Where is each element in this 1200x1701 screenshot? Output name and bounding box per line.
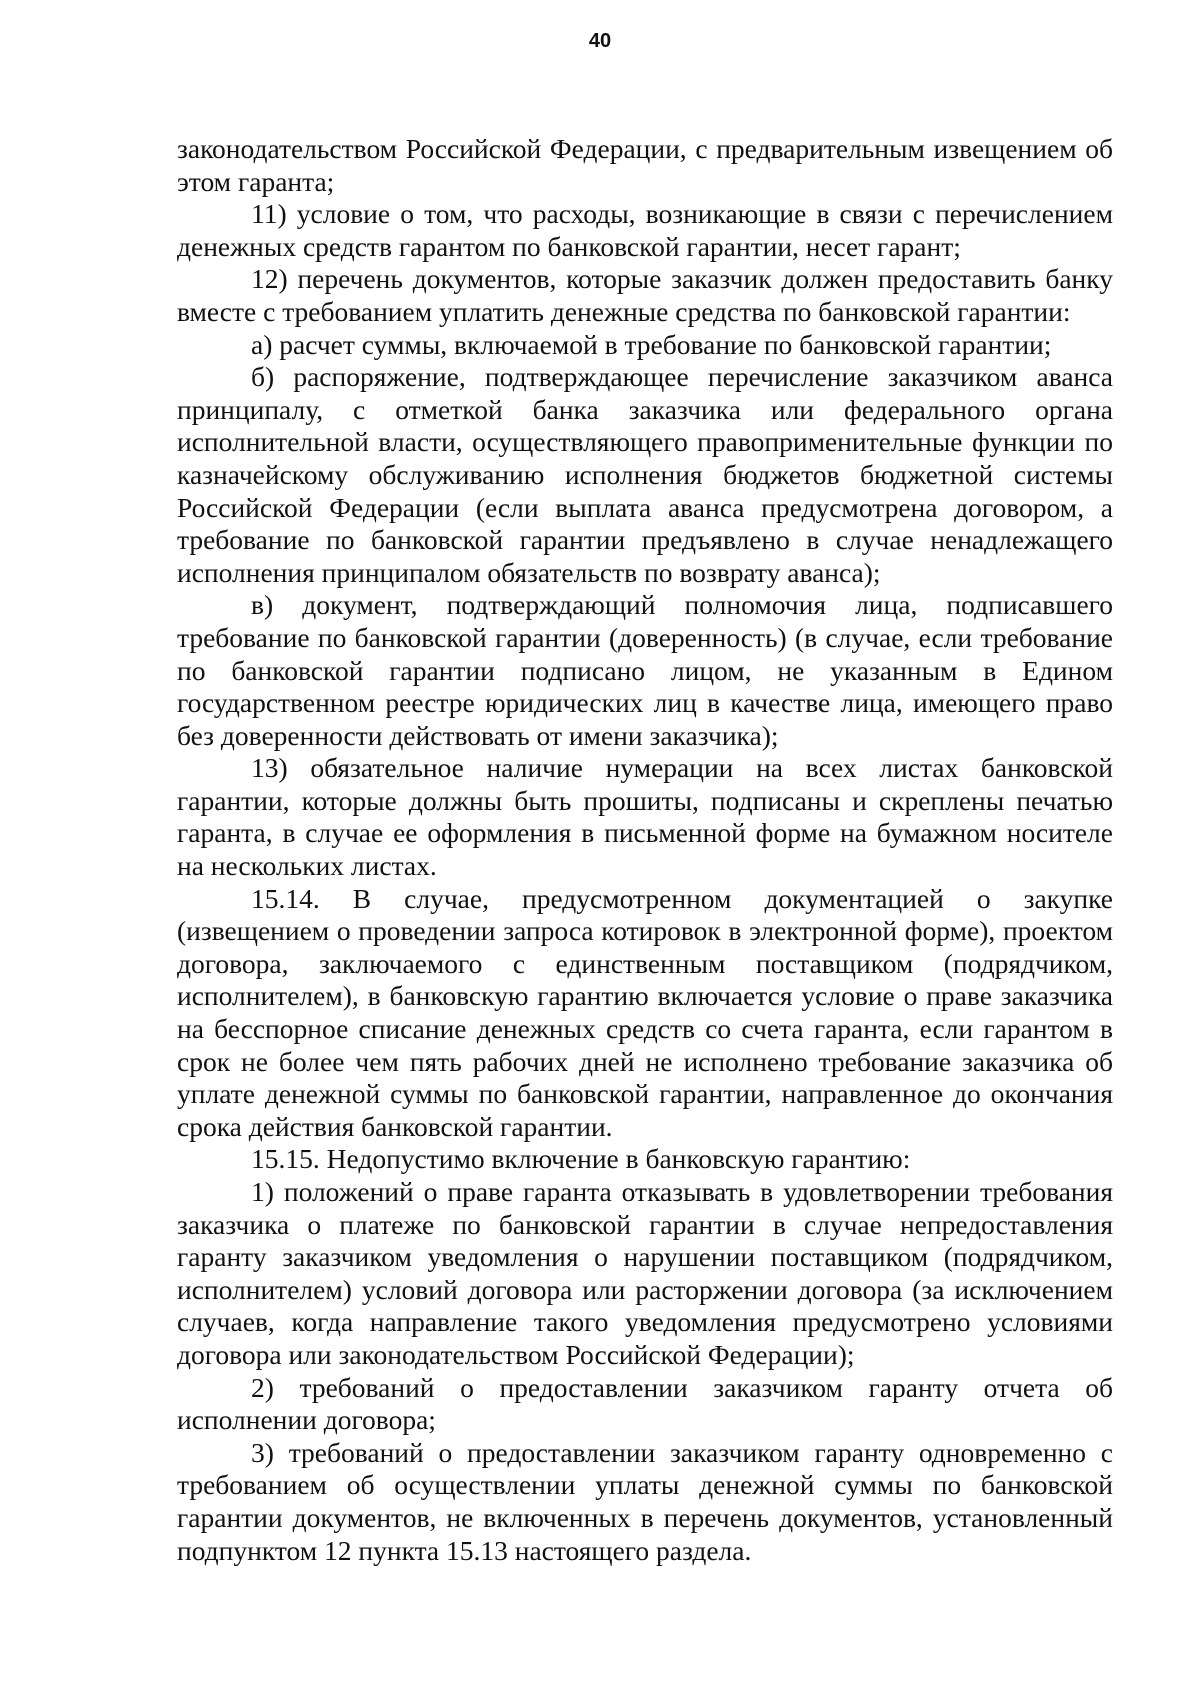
paragraph-item-11: 11) условие о том, что расходы, возникающие в связи с перечислением денежных средств гарантом по банковской гарантии, несет гарант; xyxy=(177,198,1113,262)
document-body xyxy=(177,133,1113,1567)
paragraph-item-13: 13) обязательное наличие нумерации на всех листах банковской гарантии, которые должны быть прошиты, подписаны и скреплены печатью гаранта, в случае ее оформления в письменной форме на бумажном носителе на нескольких листах. xyxy=(177,752,1113,882)
paragraph-item-12: 12) перечень документов, которые заказчик должен предоставить банку вместе с требованием уплатить денежные средства по банковской гарантии: xyxy=(177,263,1113,327)
paragraph-item-2: 2) требований о предоставлении заказчиком гаранту отчета об исполнении договора; xyxy=(177,1371,1113,1436)
page-number: 40 xyxy=(588,30,612,52)
paragraph-item-1: 1) положений о праве гаранта отказывать в удовлетворении требования заказчика о платеже по банковской гарантии в случае непредоставления гаранту заказчиком уведомления о нарушении поставщиком (подрядчиком, исполнителем) условий договора или расторжении договора (за исключением случаев, когда направление такого уведомления предусмотрено условиями договора или законодательством Российской Федерации); xyxy=(177,1176,1113,1370)
paragraph-item-3: 3) требований о предоставлении заказчиком гаранту одновременно с требованием об осуществлении уплаты денежной суммы по банковской гарантии документов, не включенных в перечень документов, установленный подпунктом 12 пункта 15.13 настоящего раздела. xyxy=(177,1436,1113,1566)
paragraph-item-12a: а) расчет суммы, включаемой в требование по банковской гарантии; xyxy=(251,328,1052,360)
paragraph-section-15-14: 15.14. В случае, предусмотренном документацией о закупке (извещением о проведении запроса котировок в электронной форме), проектом договора, заключаемого с единственным поставщиком (подрядчиком, исполнителем), в банковскую гарантию включается условие о праве заказчика на бесспорное списание денежных средств со счета гаранта, если гарантом в срок не более чем пять рабочих дней не исполнено требование заказчика об уплате денежной суммы по банковской гарантии, направленное до окончания срока действия банковской гарантии. xyxy=(177,882,1113,1142)
paragraph-item-12v: в) документ, подтверждающий полномочия лица, подписавшего требование по банковской гарантии (доверенность) (в случае, если требование по банковской гарантии подписано лицом, не указанным в Едином государственном реестре юридических лиц в качестве лица, имеющего право без доверенности действовать от имени заказчика); xyxy=(177,589,1113,751)
paragraph-continuation: законодательством Российской Федерации, с предварительным извещением об этом гаранта; xyxy=(177,133,1113,197)
paragraph-section-15-15: 15.15. Недопустимо включение в банковскую гарантию: xyxy=(251,1143,911,1175)
paragraph-item-12b: б) распоряжение, подтверждающее перечисление заказчиком аванса принципалу, с отметкой банка заказчика или федерального органа исполнительной власти, осуществляющего правоприменительные функции по казначейскому обслуживанию исполнения бюджетов бюджетной системы Российской Федерации (если выплата аванса предусмотрена договором, а требование по банковской гарантии предъявлено в случае ненадлежащего исполнения принципалом обязательств по возврату аванса); xyxy=(177,361,1113,588)
